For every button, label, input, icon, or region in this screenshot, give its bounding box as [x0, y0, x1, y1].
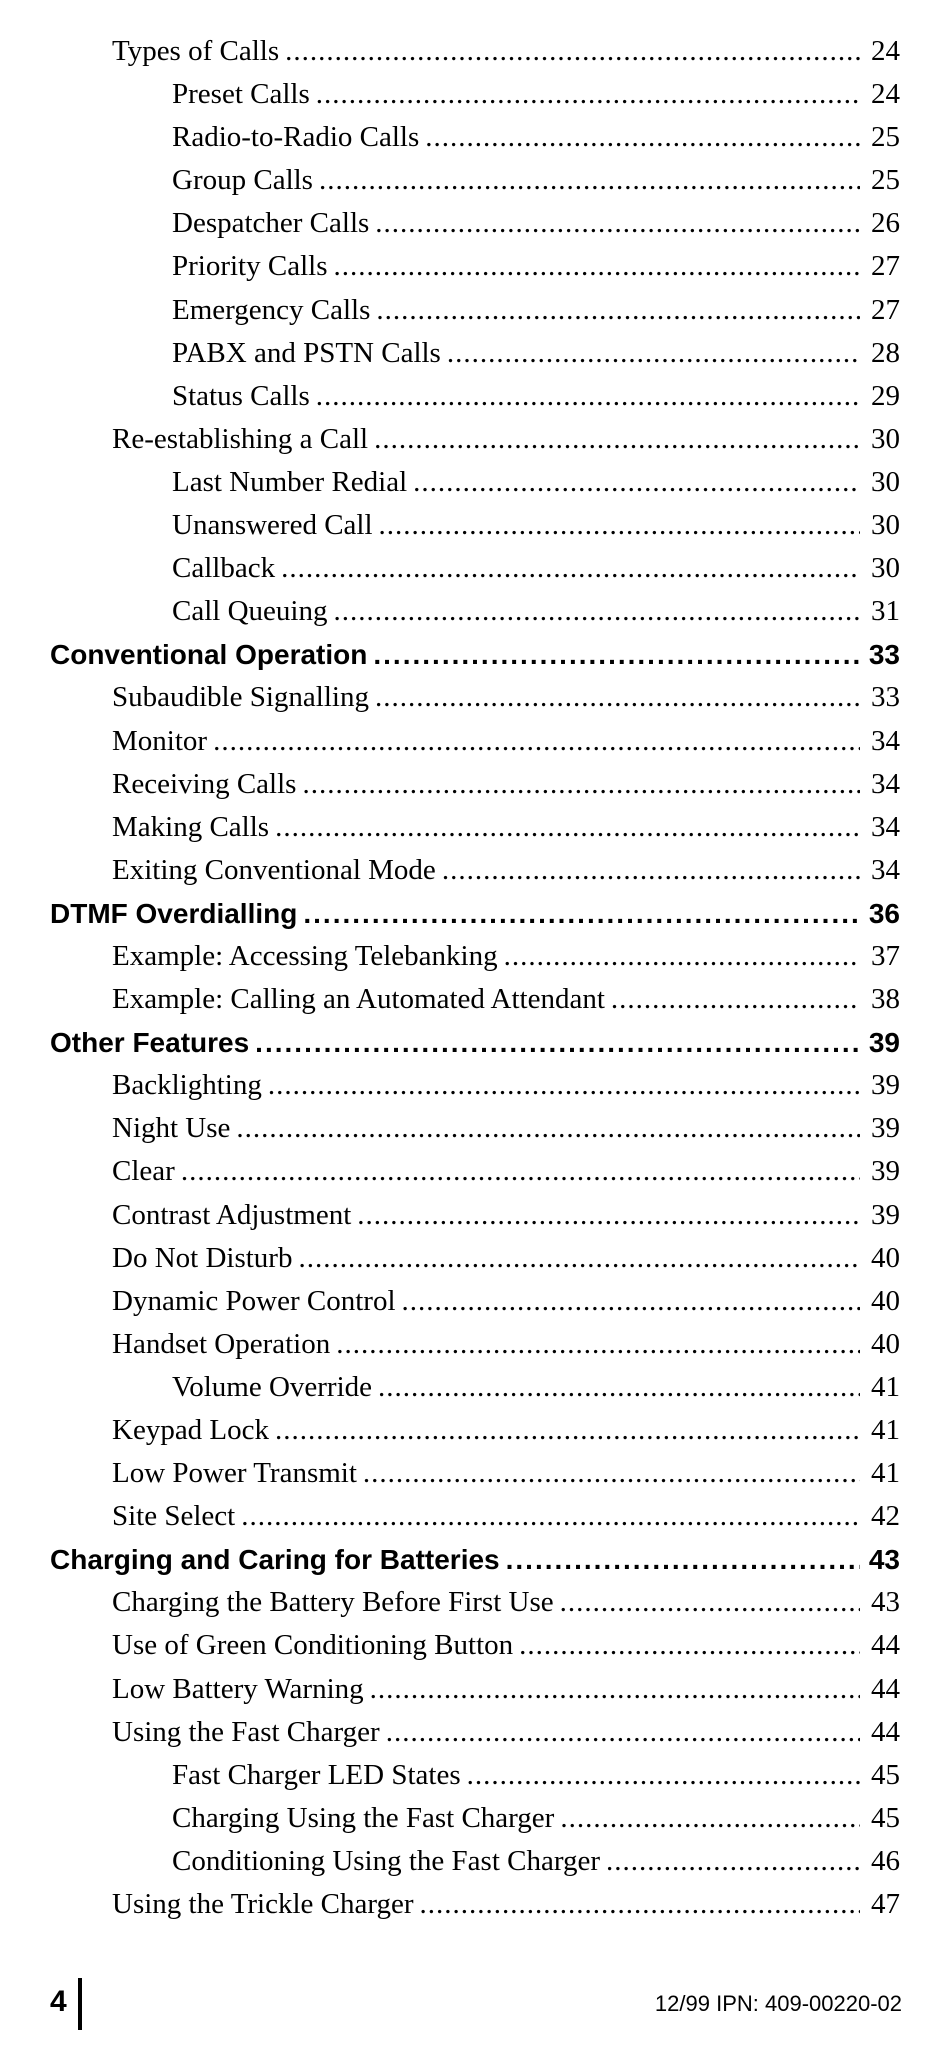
toc-entry-page: 39: [871, 1112, 900, 1145]
toc-entry-page: 27: [871, 293, 900, 326]
toc-dot-leader: [376, 289, 860, 332]
toc-entry[interactable]: [50, 806, 900, 849]
toc-entry-page: 37: [871, 939, 900, 972]
toc-entry-title: PABX and PSTN Calls: [172, 336, 441, 369]
toc-entry-title: Exiting Conventional Mode: [112, 853, 436, 886]
toc-entry-page: 45: [871, 1801, 900, 1834]
toc-entry-page: 33: [868, 639, 900, 671]
toc-dot-leader: [374, 418, 860, 461]
toc-entry-title: Backlighting: [112, 1069, 262, 1102]
toc-dot-leader: [281, 547, 860, 590]
toc-chapter-entry[interactable]: [50, 633, 900, 676]
toc-entry[interactable]: [50, 1064, 900, 1107]
toc-entry-page: 44: [871, 1672, 900, 1705]
toc-dot-leader: [467, 1754, 860, 1797]
toc-entry[interactable]: [50, 935, 900, 978]
toc-entry[interactable]: [50, 1452, 900, 1495]
toc-entry-page: 24: [871, 35, 900, 67]
toc-entry[interactable]: [50, 547, 900, 590]
toc-entry-title: Types of Calls: [112, 35, 280, 67]
toc-entry[interactable]: [50, 1754, 900, 1797]
toc-entry[interactable]: [50, 375, 900, 418]
footer-divider: [78, 1978, 82, 2030]
toc-entry-title: Example: Calling an Automated Attendant: [112, 983, 605, 1016]
toc-entry-page: 41: [871, 1457, 900, 1490]
table-of-contents: [50, 30, 900, 1926]
toc-entry-title: Using the Trickle Charger: [112, 1888, 414, 1921]
toc-entry-title: Volume Override: [172, 1370, 372, 1403]
toc-entry-title: Contrast Adjustment: [112, 1198, 352, 1231]
toc-entry-page: 41: [871, 1414, 900, 1446]
toc-entry-title: Handset Operation: [112, 1327, 331, 1360]
toc-entry-page: 40: [871, 1241, 900, 1274]
toc-entry[interactable]: [50, 1409, 900, 1452]
toc-dot-leader: [420, 1883, 860, 1926]
toc-entry-page: 40: [871, 1327, 900, 1360]
toc-dot-leader: [386, 1711, 860, 1754]
toc-entry[interactable]: [50, 720, 900, 763]
toc-entry-title: Subaudible Signalling: [112, 681, 369, 714]
toc-entry[interactable]: [50, 461, 900, 504]
toc-entry-title: Do Not Disturb: [112, 1241, 293, 1274]
toc-entry[interactable]: [50, 1668, 900, 1711]
toc-chapter-entry[interactable]: [50, 892, 900, 935]
toc-entry[interactable]: [50, 1280, 900, 1323]
toc-dot-leader: [425, 116, 860, 159]
toc-dot-leader: [275, 806, 860, 849]
toc-entry-page: 29: [871, 379, 900, 412]
toc-dot-leader: [363, 1452, 860, 1495]
toc-entry[interactable]: [50, 763, 900, 806]
toc-entry-title: Using the Fast Charger: [112, 1715, 380, 1748]
toc-dot-leader: [255, 1021, 860, 1064]
toc-entry[interactable]: [50, 159, 900, 202]
toc-entry-page: 34: [871, 767, 900, 800]
toc-dot-leader: [333, 245, 860, 288]
toc-entry-page: 30: [871, 552, 900, 585]
toc-entry-title: Emergency Calls: [172, 293, 371, 326]
toc-entry-title: Call Queuing: [172, 595, 328, 628]
toc-entry-title: Low Power Transmit: [112, 1457, 357, 1490]
toc-entry-page: 43: [871, 1586, 900, 1619]
toc-dot-leader: [370, 1668, 860, 1711]
toc-dot-leader: [275, 1409, 860, 1452]
toc-entry[interactable]: [50, 1150, 900, 1193]
toc-entry-page: 39: [868, 1027, 900, 1059]
toc-entry[interactable]: [50, 73, 900, 116]
toc-entry-title: Conventional Operation: [50, 639, 368, 671]
toc-entry[interactable]: [50, 1495, 900, 1538]
toc-dot-leader: [303, 892, 860, 935]
toc-entry[interactable]: [50, 116, 900, 159]
toc-entry[interactable]: [50, 332, 900, 375]
toc-entry-title: Preset Calls: [172, 78, 310, 111]
toc-entry[interactable]: [50, 418, 900, 461]
toc-entry-title: Priority Calls: [172, 250, 328, 283]
toc-entry-title: Night Use: [112, 1112, 231, 1145]
toc-entry[interactable]: [50, 1581, 900, 1624]
toc-entry-title: Group Calls: [172, 164, 313, 197]
toc-entry-page: 24: [871, 78, 900, 111]
toc-entry-title: Site Select: [112, 1500, 236, 1533]
toc-dot-leader: [285, 30, 860, 73]
toc-entry-page: 43: [868, 1544, 900, 1576]
toc-dot-leader: [560, 1581, 860, 1624]
toc-entry[interactable]: [50, 676, 900, 719]
toc-chapter-entry[interactable]: [50, 1021, 900, 1064]
toc-entry-title: Receiving Calls: [112, 767, 297, 800]
toc-entry[interactable]: [50, 245, 900, 288]
toc-dot-leader: [357, 1194, 860, 1237]
toc-entry-title: Despatcher Calls: [172, 207, 370, 240]
toc-entry-page: 41: [871, 1370, 900, 1403]
toc-entry-title: Unanswered Call: [172, 509, 373, 542]
toc-entry[interactable]: [50, 978, 900, 1021]
toc-entry-page: 26: [871, 207, 900, 240]
toc-entry-title: Making Calls: [112, 810, 270, 843]
toc-dot-leader: [373, 633, 860, 676]
toc-entry-title: Clear: [112, 1155, 175, 1188]
toc-dot-leader: [241, 1495, 860, 1538]
toc-entry[interactable]: [50, 504, 900, 547]
toc-entry-page: 34: [871, 810, 900, 843]
toc-entry-page: 44: [871, 1629, 900, 1662]
toc-entry-page: 42: [871, 1500, 900, 1533]
toc-dot-leader: [316, 375, 860, 418]
toc-entry-title: Conditioning Using the Fast Charger: [172, 1844, 601, 1877]
toc-entry[interactable]: [50, 1366, 900, 1409]
toc-dot-leader: [298, 1237, 860, 1280]
footer-document-code: 12/99 IPN: 409-00220-02: [654, 1991, 902, 2016]
toc-entry[interactable]: [50, 1323, 900, 1366]
toc-entry[interactable]: [50, 1107, 900, 1150]
toc-dot-leader: [319, 159, 860, 202]
toc-chapter-entry[interactable]: [50, 1538, 900, 1581]
toc-dot-leader: [413, 461, 860, 504]
toc-entry-title: Fast Charger LED States: [172, 1758, 461, 1791]
toc-entry-page: 34: [871, 724, 900, 757]
toc-entry-title: Other Features: [50, 1027, 250, 1059]
toc-dot-leader: [378, 1366, 860, 1409]
toc-entry-page: 36: [868, 897, 900, 929]
toc-entry-page: 30: [871, 509, 900, 542]
toc-entry-title: Keypad Lock: [112, 1414, 270, 1446]
toc-dot-leader: [402, 1280, 860, 1323]
toc-entry[interactable]: [50, 1237, 900, 1280]
toc-entry-page: 34: [871, 853, 900, 886]
toc-dot-leader: [268, 1064, 860, 1107]
toc-entry[interactable]: [50, 202, 900, 245]
toc-dot-leader: [606, 1840, 860, 1883]
toc-entry-page: 39: [871, 1155, 900, 1188]
toc-entry[interactable]: [50, 849, 900, 892]
toc-entry-page: 30: [871, 422, 900, 455]
toc-entry-title: Status Calls: [172, 379, 310, 412]
toc-entry-page: 45: [871, 1758, 900, 1791]
toc-entry[interactable]: [50, 289, 900, 332]
toc-dot-leader: [447, 332, 860, 375]
toc-dot-leader: [316, 73, 860, 116]
toc-entry-title: Use of Green Conditioning Button: [112, 1629, 514, 1662]
toc-entry-page: 25: [871, 164, 900, 197]
toc-entry-page: 25: [871, 121, 900, 154]
toc-entry-title: Charging Using the Fast Charger: [172, 1801, 555, 1834]
toc-dot-leader: [506, 1538, 860, 1581]
toc-entry-title: DTMF Overdialling: [50, 897, 298, 929]
toc-entry[interactable]: [50, 1711, 900, 1754]
toc-entry-page: 27: [871, 250, 900, 283]
toc-dot-leader: [213, 720, 860, 763]
toc-dot-leader: [611, 978, 860, 1021]
toc-entry[interactable]: [50, 1194, 900, 1237]
toc-entry-title: Dynamic Power Control: [112, 1284, 396, 1317]
toc-entry-page: 39: [871, 1069, 900, 1102]
toc-dot-leader: [519, 1624, 860, 1667]
toc-dot-leader: [560, 1797, 860, 1840]
toc-entry-title: Re-establishing a Call: [112, 422, 369, 455]
toc-entry[interactable]: [50, 30, 900, 73]
toc-entry-page: 38: [871, 983, 900, 1016]
toc-entry[interactable]: [50, 590, 900, 633]
toc-entry-title: Low Battery Warning: [112, 1672, 364, 1705]
toc-entry-page: 44: [871, 1715, 900, 1748]
toc-entry-title: Callback: [172, 552, 276, 585]
toc-entry[interactable]: [50, 1883, 900, 1926]
toc-dot-leader: [181, 1150, 860, 1193]
toc-entry[interactable]: [50, 1840, 900, 1883]
toc-dot-leader: [379, 504, 860, 547]
toc-dot-leader: [375, 676, 860, 719]
toc-entry-page: 28: [871, 336, 900, 369]
toc-entry-title: Example: Accessing Telebanking: [112, 939, 498, 972]
toc-entry-title: Charging the Battery Before First Use: [112, 1586, 554, 1619]
toc-dot-leader: [442, 849, 860, 892]
toc-dot-leader: [302, 763, 860, 806]
toc-entry-page: 40: [871, 1284, 900, 1317]
toc-dot-leader: [336, 1323, 860, 1366]
toc-dot-leader: [236, 1107, 860, 1150]
toc-entry-page: 33: [871, 681, 900, 714]
toc-entry[interactable]: [50, 1624, 900, 1667]
toc-entry-page: 46: [871, 1844, 900, 1877]
toc-dot-leader: [375, 202, 860, 245]
toc-entry-title: Radio-to-Radio Calls: [172, 121, 420, 154]
toc-entry[interactable]: [50, 1797, 900, 1840]
footer-page-number: 4: [50, 1985, 67, 2018]
toc-entry-page: 30: [871, 465, 900, 498]
toc-dot-leader: [333, 590, 860, 633]
toc-entry-title: Last Number Redial: [172, 465, 408, 498]
toc-entry-page: 39: [871, 1198, 900, 1231]
toc-entry-page: 31: [871, 595, 900, 628]
toc-entry-page: 47: [871, 1888, 900, 1921]
toc-entry-title: Charging and Caring for Batteries: [50, 1544, 500, 1576]
toc-dot-leader: [504, 935, 860, 978]
toc-entry-title: Monitor: [112, 724, 208, 757]
